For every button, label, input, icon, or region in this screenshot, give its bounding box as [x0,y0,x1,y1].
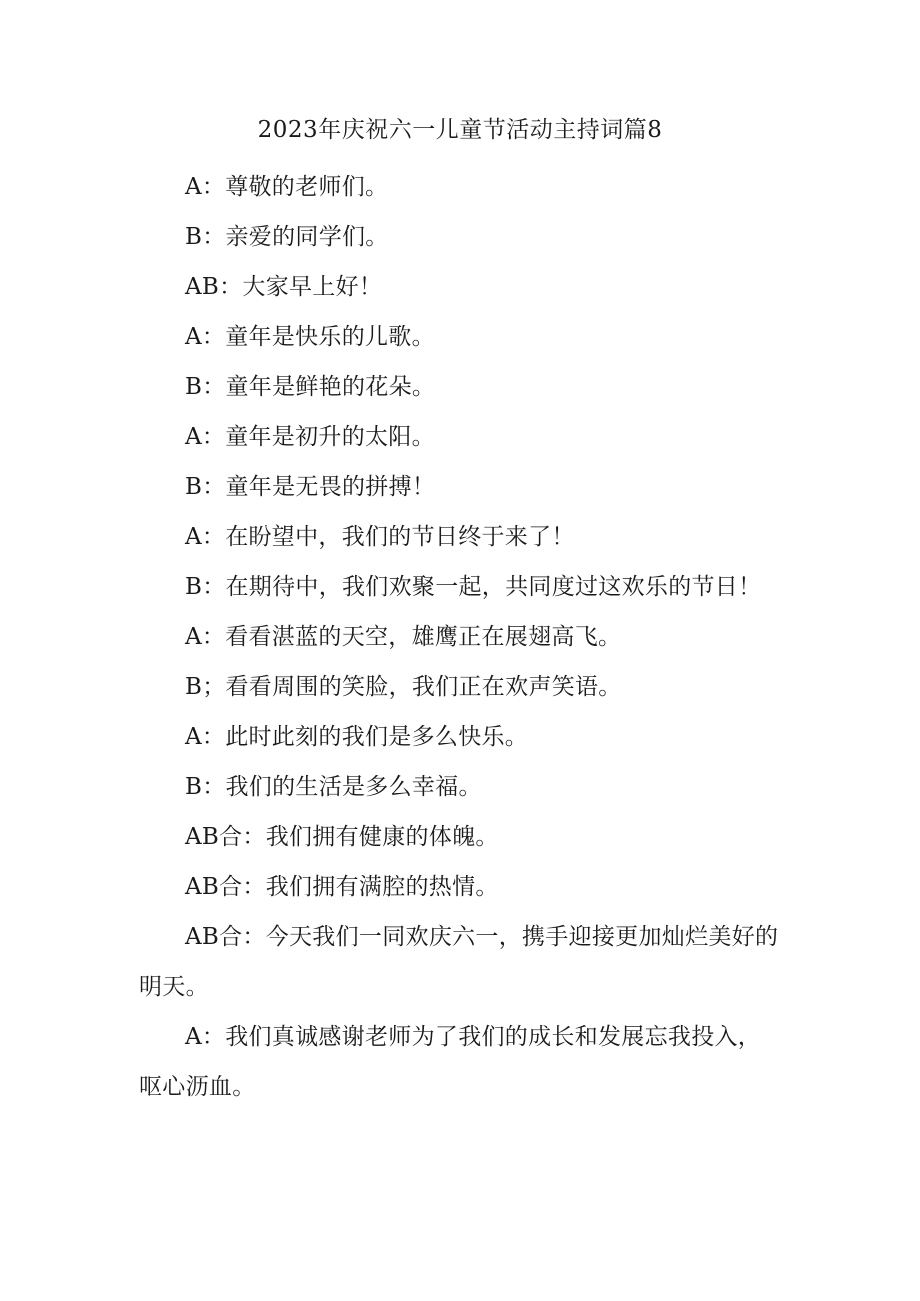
paragraph: AB合：我们拥有健康的体魄。 [185,824,499,850]
paragraph: B：我们的生活是多么幸福。 [185,774,482,800]
paragraph: AB合：今天我们一同欢庆六一，携手迎接更加灿烂美好的明天。 [139,924,779,1000]
paragraph: B：童年是无畏的拼搏！ [185,474,436,500]
paragraph: A：看看湛蓝的天空，雄鹰正在展翅高飞。 [185,624,622,650]
paragraph: AB：大家早上好！ [185,274,383,300]
paragraph: A：童年是快乐的儿歌。 [185,324,435,350]
paragraph: B：童年是鲜艳的花朵。 [185,374,436,400]
paragraph: A：童年是初升的太阳。 [185,424,435,450]
paragraph: A：此时此刻的我们是多么快乐。 [185,724,529,750]
document-title: 2023年庆祝六一儿童节活动主持词篇8 [257,117,663,143]
paragraph: A：在盼望中，我们的节日终于来了！ [185,524,575,550]
paragraph: A：我们真诚感谢老师为了我们的成长和发展忘我投入，呕心沥血。 [139,1024,762,1100]
paragraph: B：在期待中，我们欢聚一起，共同度过这欢乐的节日！ [185,574,762,600]
paragraph: B；看看周围的笑脸，我们正在欢声笑语。 [185,674,622,700]
paragraph: B：亲爱的同学们。 [185,224,389,250]
paragraph: AB合：我们拥有满腔的热情。 [185,874,499,900]
paragraph: A：尊敬的老师们。 [185,174,389,200]
document-body [139,162,779,1112]
